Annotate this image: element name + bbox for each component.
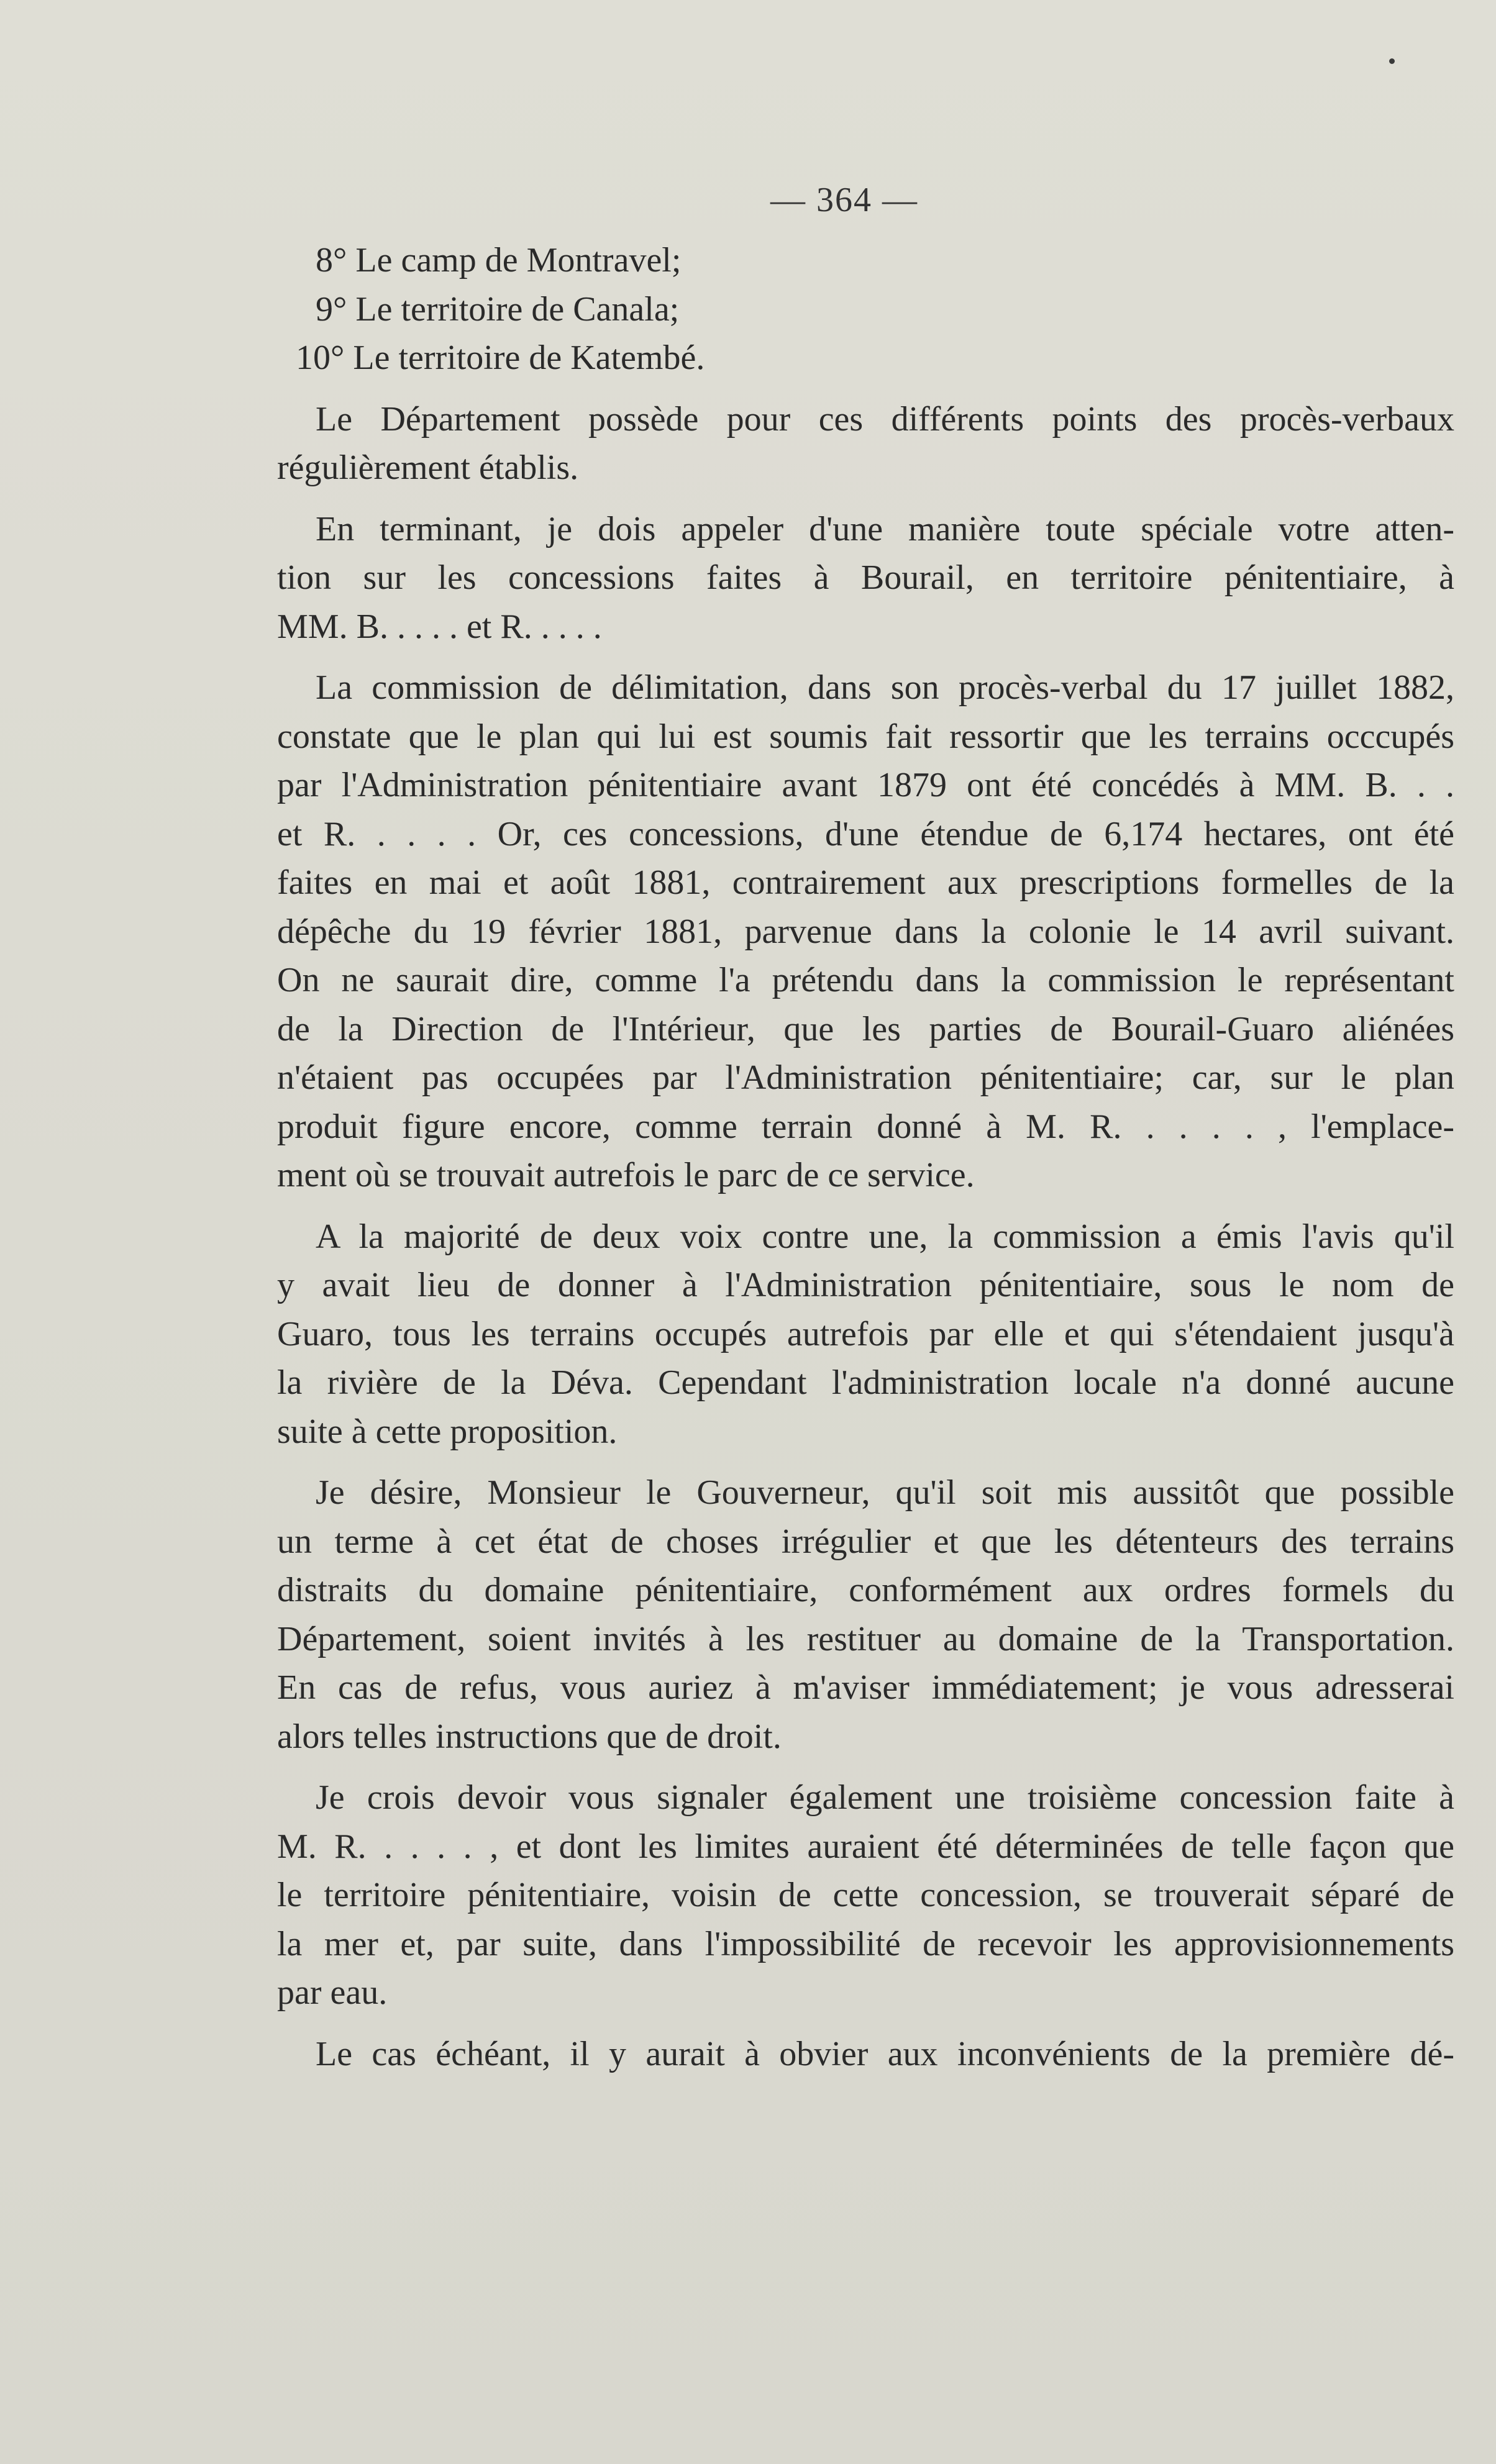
text-line: En cas de refus, vous auriez à m'aviser immédiatement; je vous adresserai [277,1668,1454,1707]
text-line: Le Département possède pour ces différents points des procès-verbaux [316,399,1454,439]
text-line: Je crois devoir vous signaler également une troisième concession faite à [316,1778,1454,1817]
text-line: Le cas échéant, il y aurait à obvier aux inconvénients de la première dé- [316,2034,1454,2073]
text-line: Je désire, Monsieur le Gouverneur, qu'il soit mis aussitôt que possible [316,1473,1454,1512]
list-item: 10° Le territoire de Katembé. [296,339,705,377]
text-line: On ne saurait dire, comme l'a prétendu dans la commission le représentant [277,961,1454,999]
text-line: le territoire pénitentiaire, voisin de cette concession, se trouverait séparé de [277,1876,1454,1914]
paragraph [277,2030,1454,2079]
text-line: de la Direction de l'Intérieur, que les parties de Bourail-Guaro aliénées [277,1009,1454,1048]
text-line: M. R. . . . . , et dont les limites auraient été déterminées de telle façon que [277,1827,1454,1866]
text-line: Guaro, tous les terrains occupés autrefois par elle et qui s'étendaient jusqu'à [277,1314,1454,1353]
text-line: distraits du domaine pénitentiaire, conformément aux ordres formels du [277,1571,1454,1609]
text-line: constate que le plan qui lui est soumis fait ressortir que les terrains occcupés [277,717,1454,756]
text-line: la mer et, par suite, dans l'impossibilité de recevoir les approvisionnements [277,1924,1454,1963]
text-line: régulièrement établis. [277,448,579,487]
paragraph [277,1468,1454,1761]
text-line: dépêche du 19 février 1881, parvenue dans la colonie le 14 avril suivant. [277,912,1454,951]
paragraph [277,395,1454,493]
paragraph [277,1773,1454,2017]
text-line: MM. B. . . . . et R. . . . . [277,607,602,646]
text-line: suite à cette proposition. [277,1412,618,1451]
ink-dot [1389,58,1395,64]
list-item: 9° Le territoire de Canala; [316,289,680,329]
text-line: n'étaient pas occupées par l'Administration pénitentiaire; car, sur le plan [277,1058,1454,1097]
body-text [277,236,1454,2078]
text-line: En terminant, je dois appeler d'une manière toute spéciale votre atten- [316,509,1454,548]
text-line: par eau. [277,1973,388,2012]
list-item: 8° Le camp de Montravel; [316,241,682,280]
text-line: alors telles instructions que de droit. [277,1717,782,1756]
text-line: et R. . . . . Or, ces concessions, d'une étendue de 6,174 hectares, ont été [277,814,1454,853]
page-number: — 364 — [770,181,918,219]
text-line: ment où se trouvait autrefois le parc de ce service. [277,1156,975,1194]
text-line: la rivière de la Déva. Cependant l'administration locale n'a donné aucune [277,1363,1454,1402]
text-line: La commission de délimitation, dans son procès-verbal du 17 juillet 1882, [316,668,1454,707]
text-line: Département, soient invités à les restituer au domaine de la Transportation. [277,1619,1454,1658]
paragraph [277,505,1454,652]
text-line: un terme à cet état de choses irrégulier et que les détenteurs des terrains [277,1522,1454,1561]
paragraph [277,1212,1454,1457]
paragraph [277,663,1454,1200]
text-line: y avait lieu de donner à l'Administration pénitentiaire, sous le nom de [277,1266,1454,1304]
text-line: A la majorité de deux voix contre une, la commission a émis l'avis qu'il [316,1217,1454,1256]
text-line: produit figure encore, comme terrain donné à M. R. . . . . , l'emplace- [277,1107,1454,1146]
text-line: tion sur les concessions faites à Bourail, en territoire pénitentiaire, à [277,558,1454,597]
text-line: par l'Administration pénitentiaire avant 1879 ont été concédés à MM. B. . . [277,766,1454,804]
text-line: faites en mai et août 1881, contrairement aux prescriptions formelles de la [277,863,1454,902]
